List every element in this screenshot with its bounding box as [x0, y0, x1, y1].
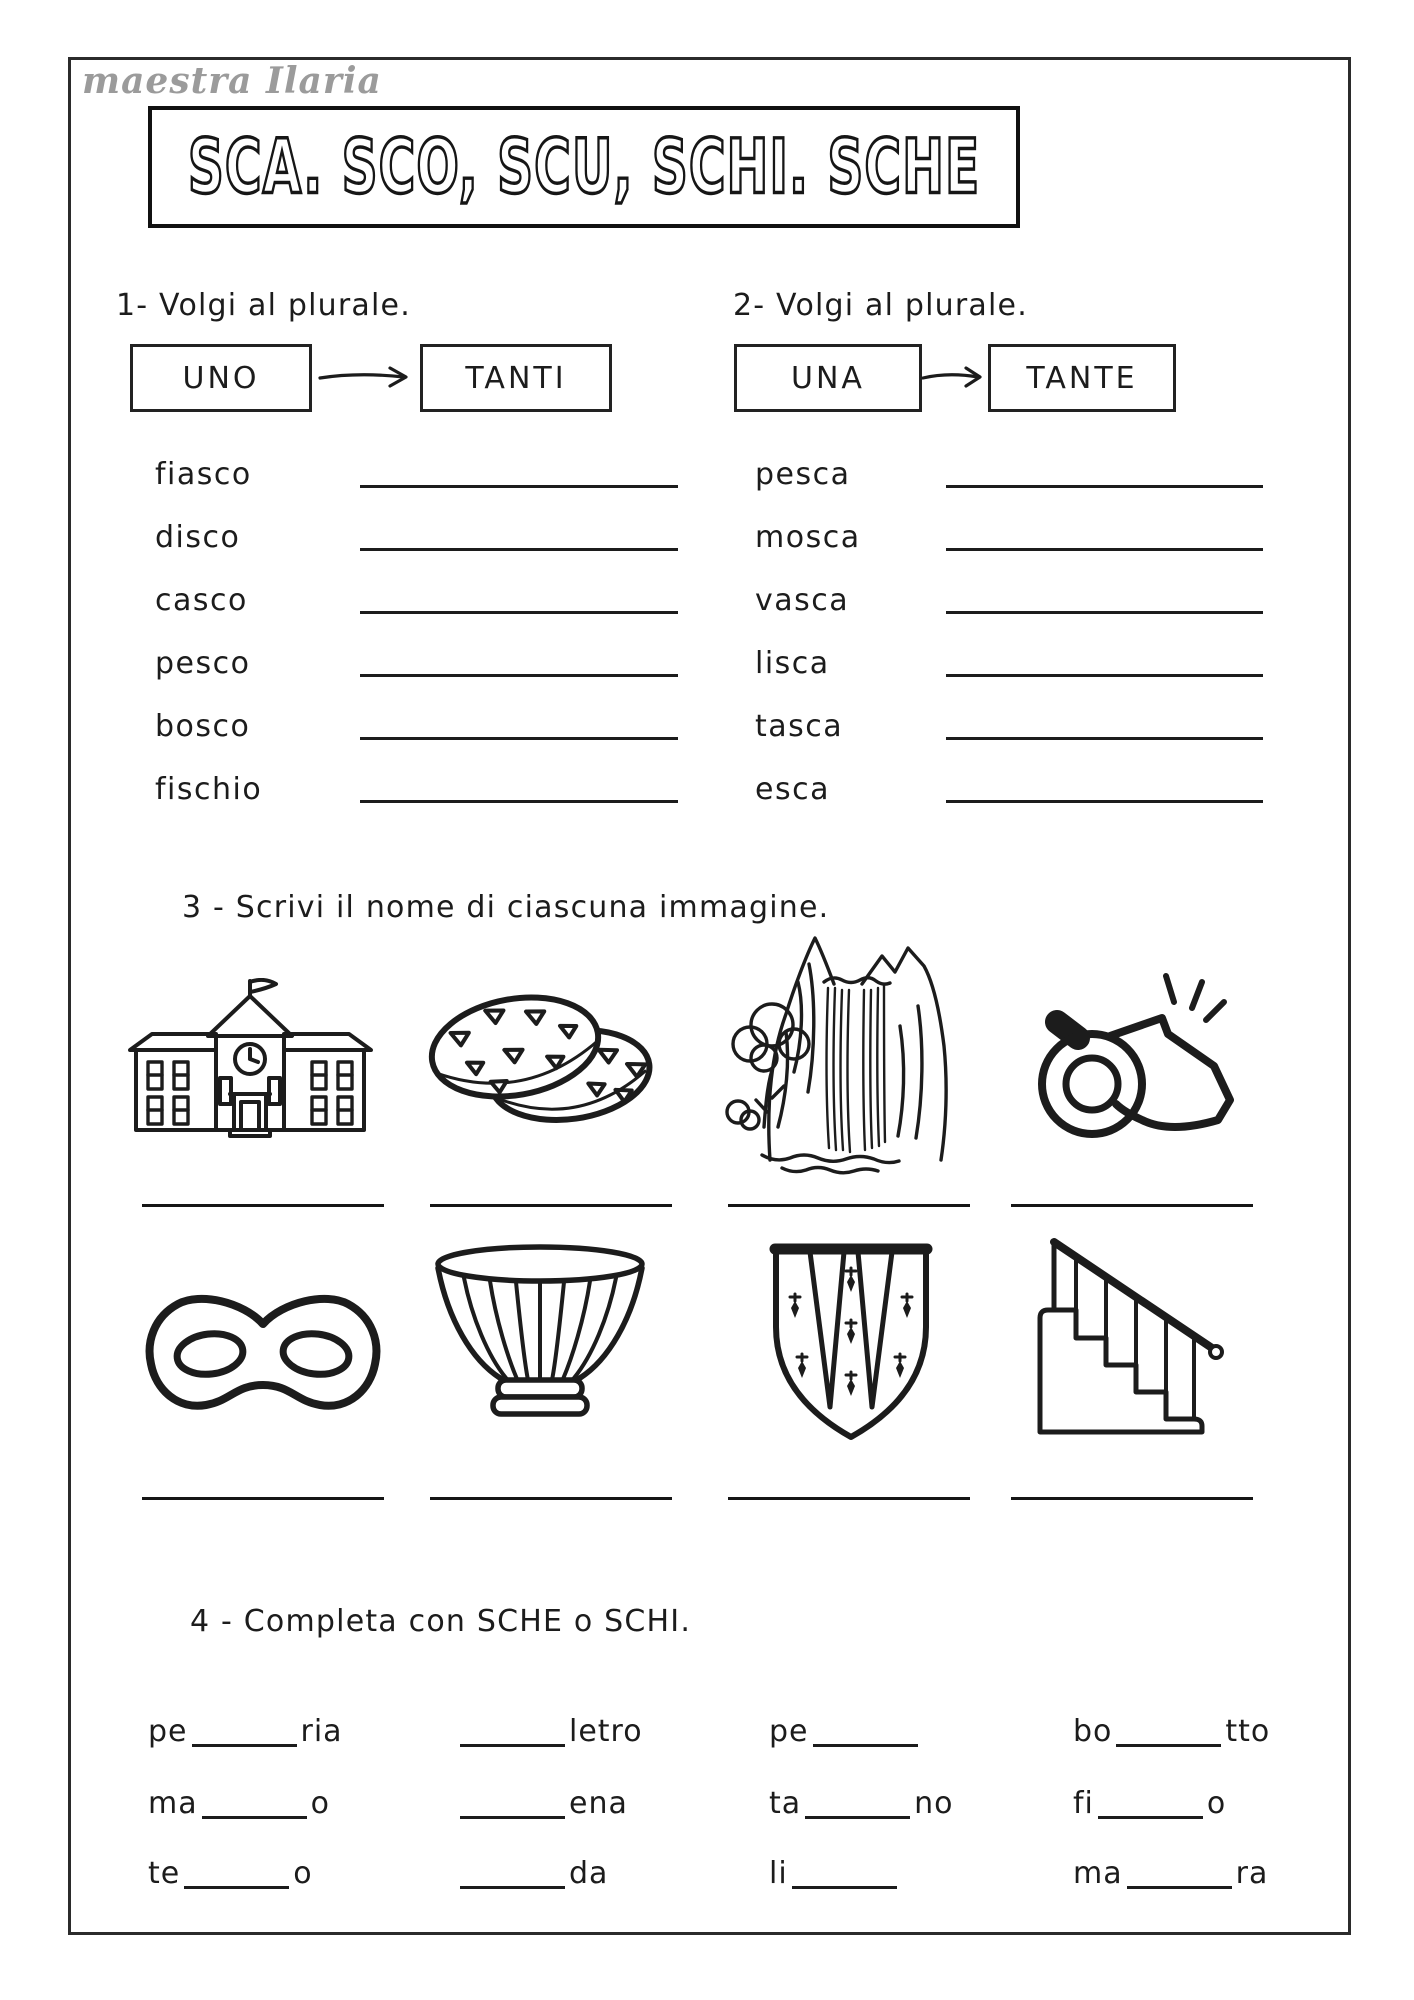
word-prefix: te	[148, 1856, 181, 1891]
word-label: pesca	[755, 457, 851, 492]
word-row	[155, 689, 695, 752]
word-prefix: fi	[1073, 1786, 1094, 1821]
word-prefix: pe	[769, 1714, 809, 1749]
answer-line[interactable]	[1011, 1497, 1253, 1500]
word-row	[155, 500, 695, 563]
exercise3-heading: 3 - Scrivi il nome di ciascuna immagine.	[182, 890, 830, 925]
answer-line[interactable]	[946, 485, 1263, 488]
singular-box-una: UNA	[734, 344, 922, 412]
answer-blank[interactable]	[460, 1710, 565, 1747]
word-prefix: bo	[1073, 1714, 1113, 1749]
word-prefix: li	[769, 1856, 788, 1891]
plural-box-tante: TANTE	[988, 344, 1176, 412]
answer-line[interactable]	[360, 674, 678, 677]
answer-line[interactable]	[946, 674, 1263, 677]
answer-blank[interactable]	[813, 1710, 918, 1747]
answer-blank[interactable]	[1098, 1782, 1203, 1819]
shield-icon	[766, 1235, 936, 1447]
answer-line[interactable]	[728, 1204, 970, 1207]
whistle-icon	[1012, 962, 1237, 1162]
fill-in-item	[1073, 1776, 1226, 1821]
school-icon	[118, 978, 383, 1138]
word-label: bosco	[155, 709, 251, 744]
word-suffix: letro	[569, 1714, 643, 1749]
exercise4-heading: 4 - Completa con SCHE o SCHI.	[190, 1604, 692, 1639]
plural-box-tanti: TANTI	[420, 344, 612, 412]
answer-blank[interactable]	[1116, 1710, 1221, 1747]
answer-line[interactable]	[360, 485, 678, 488]
word-suffix: ena	[569, 1786, 628, 1821]
answer-line[interactable]	[946, 548, 1263, 551]
word-row	[755, 437, 1295, 500]
mask-icon	[138, 1284, 388, 1429]
waterfall-icon	[712, 922, 962, 1177]
fill-in-item	[456, 1846, 608, 1891]
exercise2-heading: 2- Volgi al plurale.	[733, 288, 1028, 323]
answer-line[interactable]	[430, 1497, 672, 1500]
arrow-right-icon	[316, 364, 414, 390]
fill-in-item	[148, 1704, 343, 1749]
word-label: esca	[755, 772, 830, 807]
staircase-icon	[1026, 1220, 1226, 1442]
word-suffix: o	[293, 1856, 313, 1891]
answer-blank[interactable]	[460, 1852, 565, 1889]
word-suffix: da	[569, 1856, 609, 1891]
answer-line[interactable]	[142, 1204, 384, 1207]
answer-line[interactable]	[946, 611, 1263, 614]
answer-line[interactable]	[1011, 1204, 1253, 1207]
word-prefix: ta	[769, 1786, 802, 1821]
answer-blank[interactable]	[192, 1710, 297, 1747]
answer-line[interactable]	[360, 800, 678, 803]
fill-in-item	[148, 1846, 313, 1891]
singular-box-uno: UNO	[130, 344, 312, 412]
word-label: mosca	[755, 520, 861, 555]
answer-line[interactable]	[142, 1497, 384, 1500]
word-row	[755, 752, 1295, 815]
answer-blank[interactable]	[1127, 1852, 1232, 1889]
fill-in-item	[148, 1776, 330, 1821]
answer-blank[interactable]	[460, 1782, 565, 1819]
word-row	[155, 437, 695, 500]
answer-line[interactable]	[360, 548, 678, 551]
word-row	[755, 626, 1295, 689]
answer-blank[interactable]	[202, 1782, 307, 1819]
word-row	[155, 626, 695, 689]
answer-line[interactable]	[946, 737, 1263, 740]
word-prefix: pe	[148, 1714, 188, 1749]
answer-line[interactable]	[728, 1497, 970, 1500]
word-row	[155, 563, 695, 626]
fill-in-item	[456, 1776, 628, 1821]
fill-in-item	[769, 1846, 901, 1891]
answer-line[interactable]	[430, 1204, 672, 1207]
word-suffix: no	[914, 1786, 954, 1821]
word-prefix: ma	[1073, 1856, 1123, 1891]
word-label: vasca	[755, 583, 850, 618]
cookies-icon	[415, 975, 655, 1135]
fill-in-item	[1073, 1704, 1270, 1749]
answer-line[interactable]	[360, 737, 678, 740]
word-label: lisca	[755, 646, 830, 681]
answer-blank[interactable]	[792, 1852, 897, 1889]
word-suffix: tto	[1225, 1714, 1271, 1749]
title-box	[148, 106, 1020, 228]
answer-blank[interactable]	[184, 1852, 289, 1889]
word-row	[755, 563, 1295, 626]
arrow-right-icon	[920, 364, 986, 390]
word-suffix: o	[1206, 1786, 1227, 1821]
exercise1-heading: 1- Volgi al plurale.	[116, 288, 411, 323]
word-suffix: ria	[300, 1714, 343, 1749]
word-label: disco	[155, 520, 241, 555]
word-label: fischio	[155, 772, 263, 807]
word-label: casco	[155, 583, 248, 618]
fill-in-item	[769, 1776, 954, 1821]
answer-line[interactable]	[360, 611, 678, 614]
word-row	[755, 500, 1295, 563]
word-prefix: ma	[148, 1786, 198, 1821]
word-suffix: o	[310, 1786, 330, 1821]
exercise1-word-list	[155, 437, 695, 815]
page-title: SCA. SCO, SCU, SCHI. SCHE	[187, 123, 981, 211]
answer-line[interactable]	[946, 800, 1263, 803]
word-label: fiasco	[155, 457, 252, 492]
word-row	[155, 752, 695, 815]
brand-logo: maestra Ilaria	[82, 60, 382, 102]
word-row	[755, 689, 1295, 752]
fill-in-item	[1073, 1846, 1268, 1891]
word-suffix: ra	[1235, 1856, 1269, 1891]
word-label: pesco	[155, 646, 251, 681]
fill-in-item	[456, 1704, 643, 1749]
word-label: tasca	[755, 709, 844, 744]
bowl-icon	[420, 1238, 660, 1433]
answer-blank[interactable]	[805, 1782, 910, 1819]
exercise2-word-list	[755, 437, 1295, 815]
fill-in-item	[769, 1704, 922, 1749]
